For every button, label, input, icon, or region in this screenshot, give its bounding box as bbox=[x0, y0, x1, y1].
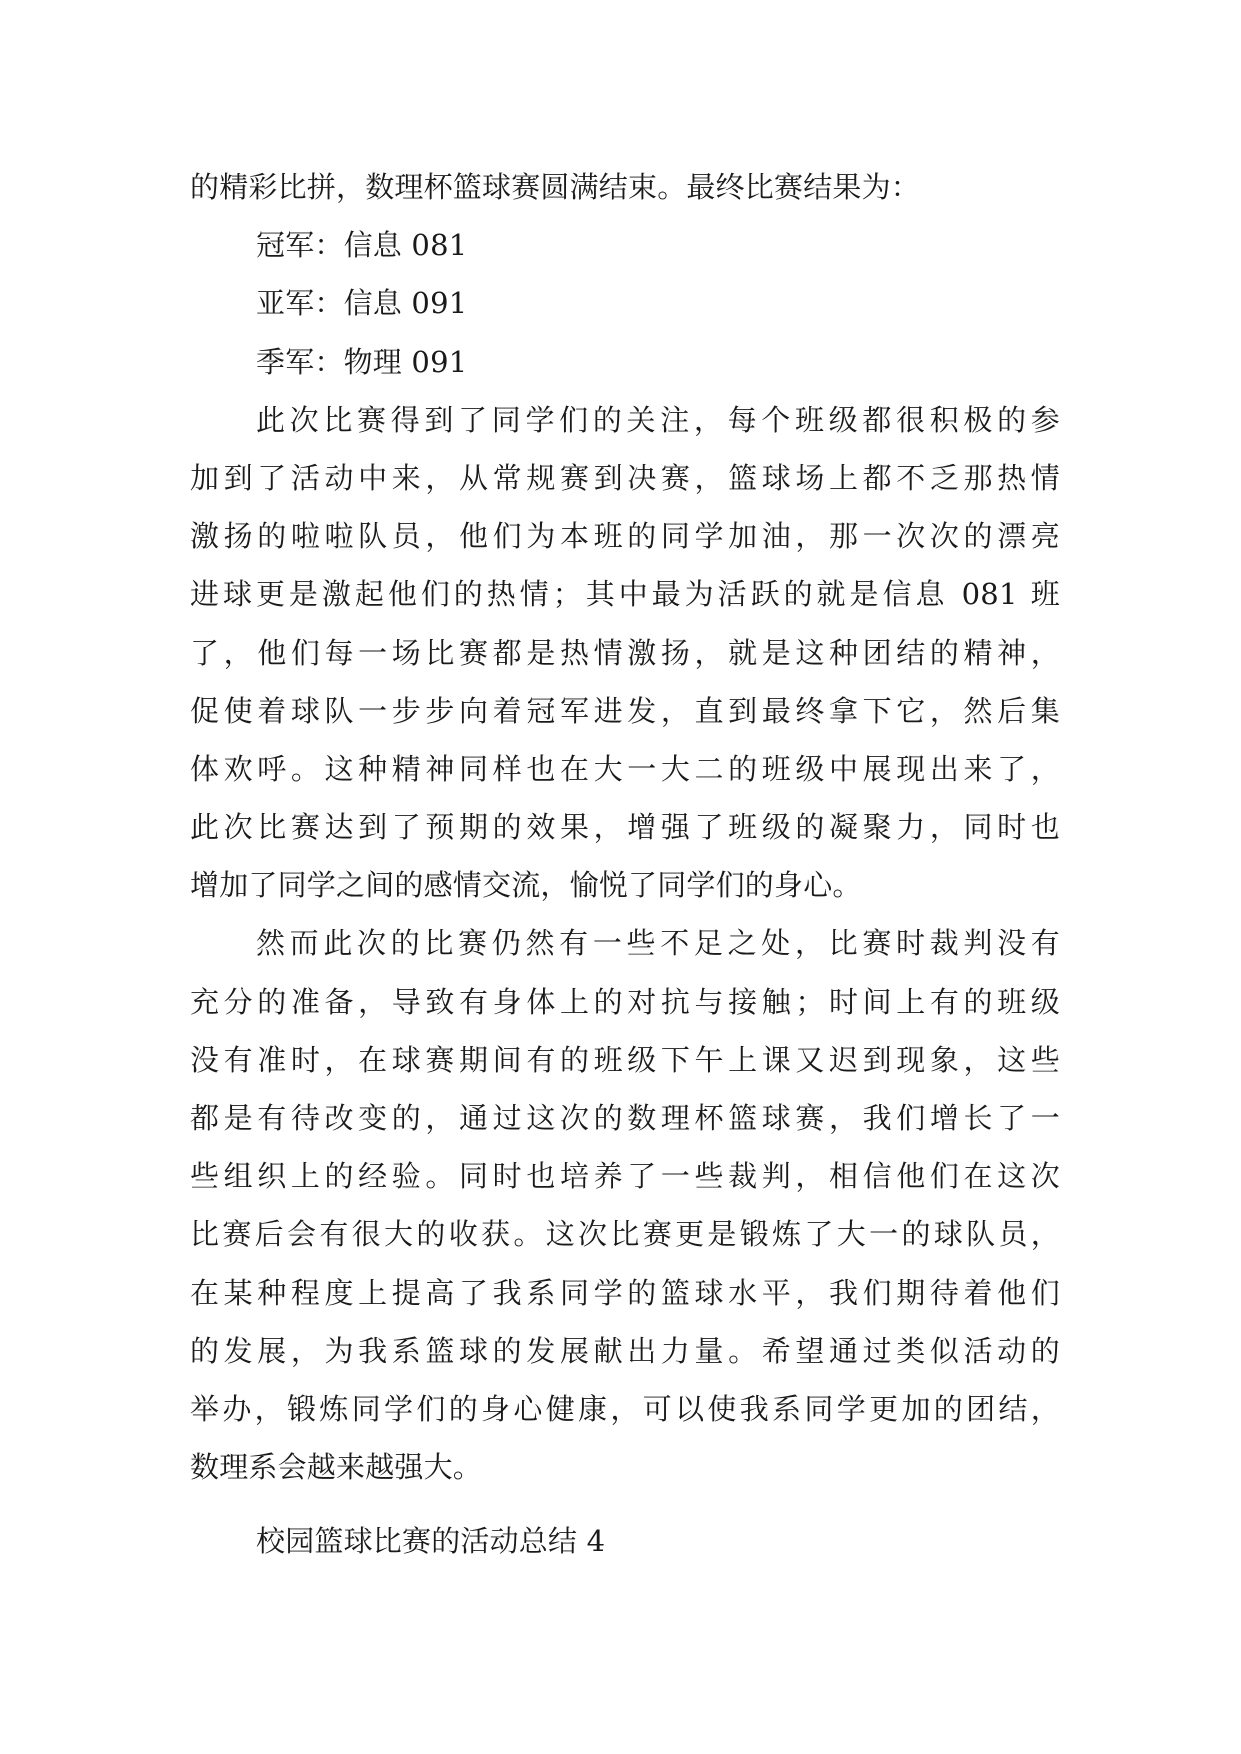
document-line: 举办，锻炼同学们的身心健康，可以使我系同学更加的团结， bbox=[190, 1391, 1060, 1426]
document-line: 的发展，为我系篮球的发展献出力量。希望通过类似活动的 bbox=[190, 1333, 1060, 1368]
document-line: 些组织上的经验。同时也培养了一些裁判，相信他们在这次 bbox=[190, 1159, 1060, 1194]
document-line: 体欢呼。这种精神同样也在大一大二的班级中展现出来了， bbox=[190, 751, 1060, 786]
document-line: 在某种程度上提高了我系同学的篮球水平，我们期待着他们 bbox=[190, 1275, 1060, 1310]
document-line: 季军：物理 091 bbox=[256, 344, 468, 379]
document-line: 冠军：信息 081 bbox=[256, 228, 468, 263]
document-line: 增加了同学之间的感情交流，愉悦了同学们的身心。 bbox=[190, 868, 862, 903]
document-line: 激扬的啦啦队员，他们为本班的同学加油，那一次次的漂亮 bbox=[190, 519, 1060, 554]
document-line: 校园篮球比赛的活动总结 4 bbox=[256, 1524, 606, 1559]
document-line: 没有准时，在球赛期间有的班级下午上课又迟到现象，这些 bbox=[190, 1042, 1060, 1077]
document-line: 了，他们每一场比赛都是热情激扬，就是这种团结的精神， bbox=[190, 635, 1060, 670]
document-line: 亚军：信息 091 bbox=[256, 286, 468, 321]
document-line: 此次比赛得到了同学们的关注，每个班级都很积极的参 bbox=[256, 402, 1060, 437]
document-line: 的精彩比拼，数理杯篮球赛圆满结束。最终比赛结果为： bbox=[190, 170, 921, 204]
document-line: 比赛后会有很大的收获。这次比赛更是锻炼了大一的球队员， bbox=[190, 1217, 1060, 1252]
document-line: 数理系会越来越强大。 bbox=[190, 1450, 483, 1485]
document-line: 然而此次的比赛仍然有一些不足之处，比赛时裁判没有 bbox=[256, 926, 1060, 961]
document-line: 促使着球队一步步向着冠军进发，直到最终拿下它，然后集 bbox=[190, 693, 1060, 728]
document-body bbox=[190, 158, 1060, 1571]
document-line: 此次比赛达到了预期的效果，增强了班级的凝聚力，同时也 bbox=[190, 810, 1060, 845]
document-line: 都是有待改变的，通过这次的数理杯篮球赛，我们增长了一 bbox=[190, 1101, 1060, 1135]
document-line: 充分的准备，导致有身体上的对抗与接触；时间上有的班级 bbox=[190, 984, 1060, 1019]
document-line: 进球更是激起他们的热情；其中最为活跃的就是信息 081 班 bbox=[190, 577, 1060, 612]
document-line: 加到了活动中来，从常规赛到决赛，篮球场上都不乏那热情 bbox=[190, 460, 1060, 495]
